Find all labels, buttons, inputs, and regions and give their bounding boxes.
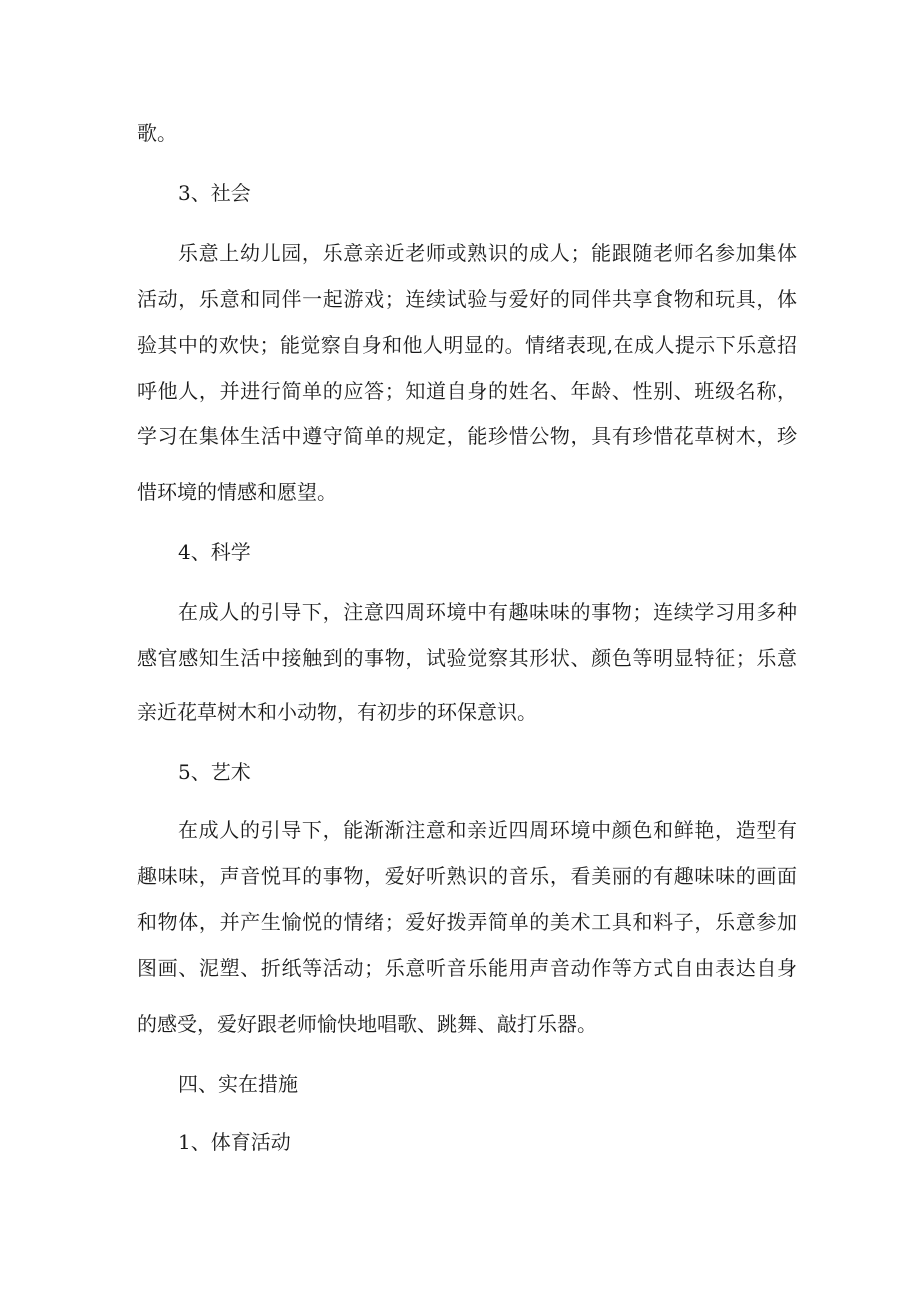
paragraph-line: 亲近花草树木和小动物，有初步的环保意识。 [137,700,537,724]
paragraph-line: 呼他人，并进行简单的应答；知道自身的姓名、年龄、性别、班级名称， [137,379,797,403]
subsection-heading-pe: 1、体育活动 [178,1130,291,1154]
paragraph-line: 乐意上幼儿园，乐意亲近老师或熟识的成人；能跟随老师名参加集体 [178,241,797,265]
paragraph-line: 学习在集体生活中遵守简单的规定，能珍惜公物，具有珍惜花草树木，珍 [137,424,797,448]
paragraph-line: 的感受，爱好跟老师愉快地唱歌、跳舞、敲打乐器。 [137,1012,597,1036]
section-heading-art: 5、艺术 [178,760,251,784]
paragraph-line: 活动，乐意和同伴一起游戏；连续试验与爱好的同伴共享食物和玩具，体 [137,287,797,311]
paragraph-line: 惜环境的情感和愿望。 [137,480,337,504]
paragraph-line: 验其中的欢快；能觉察自身和他人明显的。情绪表现,在成人提示下乐意招 [137,333,797,357]
carryover-text: 歌。 [137,121,177,145]
paragraph-line: 趣味味，声音悦耳的事物，爱好听熟识的音乐，看美丽的有趣味味的画面 [137,864,797,888]
paragraph-line: 和物体，并产生愉悦的情绪；爱好拨弄简单的美术工具和料子，乐意参加 [137,910,797,934]
paragraph-line: 图画、泥塑、折纸等活动；乐意听音乐能用声音动作等方式自由表达自身 [137,956,797,980]
section-heading-measures: 四、实在措施 [178,1072,298,1096]
paragraph-line: 在成人的引导下，能渐渐注意和亲近四周环境中颜色和鲜艳，造型有 [178,818,797,842]
paragraph-line: 感官感知生活中接触到的事物，试验觉察其形状、颜色等明显特征；乐意 [137,646,797,670]
section-heading-science: 4、科学 [178,540,251,564]
section-heading-social: 3、社会 [178,181,251,205]
paragraph-line: 在成人的引导下，注意四周环境中有趣味味的事物；连续学习用多种 [178,600,797,624]
